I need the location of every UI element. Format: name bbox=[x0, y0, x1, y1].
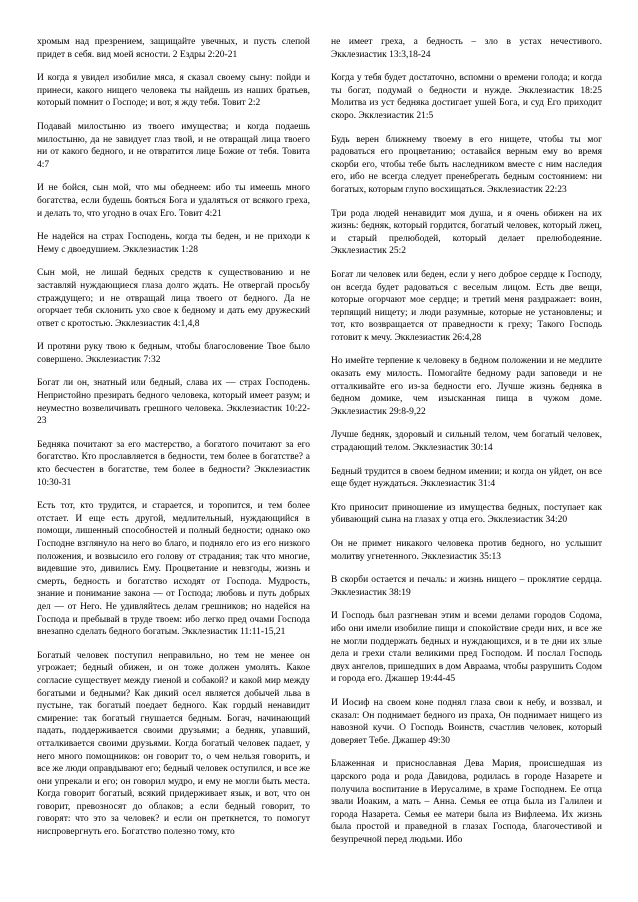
paragraph: Подавай милостыню из твоего имущества; и когда подаешь милостыню, да не завидует глаз твой, и не отвращай лица твоего ни от какого бедного, и не отвратится лице Божие от тебя. Товита 4:7 bbox=[37, 121, 310, 170]
paragraph: не имеет греха, а бедность – зло в устах нечестивого. Экклезиастик 13:3,18-24 bbox=[331, 37, 602, 60]
paragraph: Бедный трудится в своем бедном имении; и когда он уйдет, он все еще будет нуждаться. Экклезиастик 31:4 bbox=[331, 466, 602, 490]
paragraph: И Иосиф на своем коне поднял глаза свои к небу, и воззвал, и сказал: Он поднимает бедного из праха, Он поднимает нищего из навозной кучи. О Господь Воинств, счастлив человек, который доверяет Тебе. Джашер 49:30 bbox=[331, 697, 602, 746]
paragraph: И Господь был разгневан этим и всеми делами городов Содома, ибо они имели изобилие пищи и спокойствие среди них, и все же не могли поддержать бедных и нуждающихся, и в те дни их злые дела и грехи стали великими пред Господом. И послал Господь двух ангелов, пришедших в дом Авраама, чтобы разрушить Содом и города его. Джашер 19:44-45 bbox=[331, 611, 602, 685]
paragraph: И протяни руку твою к бедным, чтобы благословение Твое было совершено. Экклезиастик 7:32 bbox=[37, 342, 310, 365]
right-column bbox=[331, 36, 602, 857]
paragraph: Блаженная и приснославная Дева Мария, происшедшая из царского рода и рода Давидова, родилась в городе Назарете и получила воспитание в Иерусалиме, в храме Господнем. Ее отца звали Иоаким, а мать – Анна. Семья ее отца была из Галилеи и города Назарета. Семья ее матери была из Вифлеема. Их жизнь была простой и праведной в глазах Господа, благочестивой и безупречной перед людьми. Ибо bbox=[331, 759, 602, 845]
paragraph: Когда у тебя будет достаточно, вспомни о времени голода; и когда ты богат, подумай о бедности и нужде. Экклезиастик 18:25 Молитва из уст бедняка достигает ушей Бога, и суд Его приходит скоро. Экклезиастик 21:5 bbox=[331, 73, 602, 121]
paragraph: Лучше бедняк, здоровый и сильный телом, чем богатый человек, страдающий телом. Экклезиастик 30:14 bbox=[331, 430, 602, 454]
paragraph: Он не примет никакого человека против бедного, но услышит молитву угнетенного. Экклезиастик 35:13 bbox=[331, 539, 602, 562]
paragraph: И не бойся, сын мой, что мы обеднеем: ибо ты имеешь много богатства, если будешь бояться Бога и удаляться от всякого греха, и делать то, что угодно в очах Его. Товит 4:21 bbox=[37, 183, 310, 219]
paragraph: Но имейте терпение к человеку в бедном положении и не медлите оказать ему милость. Помогайте бедному ради заповеди и не отталкивайте его из-за бедности его. Лучше жизнь бедняка в бедном домике, чем изысканная пища в чужом доме. Экклезиастик 29:8-9,22 bbox=[331, 356, 602, 417]
paragraph: Богат ли человек или беден, если у него доброе сердце к Господу, он всегда будет радоваться с веселым лицом. Есть две вещи, которые огорчают мое сердце; и третий меня раздражает: воин, терпящий нищету; и люди разумные, которые не установлены; и тот, кто возвращается от праведности к греху; Такого Господь готовит к мечу. Экклезиастик 26:4,28 bbox=[331, 269, 602, 343]
paragraph: И когда я увидел изобилие мяса, я сказал своему сыну: пойди и принеси, какого нищего человека ты найдешь из наших братьев, который помнит о Господе; и вот, я жду тебя. Товит 2:2 bbox=[37, 73, 310, 109]
paragraph: хромым над презрением, защищайте увечных, и пусть слепой придет в себя. вид моей ясности. 2 Ездры 2:20-21 bbox=[37, 37, 310, 60]
paragraph: Бедняка почитают за его мастерство, а богатого почитают за его богатство. Кто прославляется в бедности, тем более в богатстве? а кто бесчестен в богатстве, тем более в бедности? Экклезиастик 10:30-31 bbox=[37, 439, 310, 488]
paragraph: В скорби остается и печаль: и жизнь нищего – проклятие сердца. Экклезиастик 38:19 bbox=[331, 575, 602, 598]
paragraph: Богат ли он, знатный или бедный, слава их — страх Господень. Непристойно презирать бедного человека, который имеет разум; и неуместно возвеличивать грешного человека. Экклезиастик 10:22-23 bbox=[37, 378, 310, 427]
paragraph: Будь верен ближнему твоему в его нищете, чтобы ты мог радоваться его процветанию; оставайся верным ему во время скорби его, чтобы тебе быть наследником вместе с ним наследия его, ибо не всегда следует пренебрегать бедным состоянием: ни богатых, которым глупо восхищаться. Экклезиастик 22:23 bbox=[331, 134, 602, 195]
paragraph: Три рода людей ненавидит моя душа, и я очень обижен на их жизнь: бедняк, который гордится, богатый человек, который лжец, и старый прелюбодей, который делает прелюбодеяние. Экклезиастик 25:2 bbox=[331, 208, 602, 257]
paragraph: Богатый человек поступил неправильно, но тем не менее он угрожает; бедный обижен, и он тоже должен умолять. Какое согласие существует между гиеной и собакой? и какой мир между богатыми и бедными? Как дикий осел является добычей льва в пустыне, так богатый поедает бедного. Как гордый ненавидит смирение: так богатый гнушается бедным. Богач, начинающий падать, поддерживается своими друзьями; а бедняк, упавший, отталкивается своими друзьями. Когда богатый человек падает, у него много помощников: он говорит то, о чем нельзя говорить, и все же люди оправдывают его; бедный человек оступился, и все же они упрекали и его; он говорил мудро, и ему не могли быть места. Когда говорит богатый, всякий придерживает язык, и вот, что он говорит, превозносят до облаков; а если бедный говорит, то говорят: что это за человек? и если он преткнется, то помогут ниспровергнуть его. Богатство полезно тому, кто bbox=[37, 650, 310, 838]
paragraph: Есть тот, кто трудится, и старается, и торопится, и тем более отстает. И еще есть другой, медлительный, нуждающийся в помощи, лишенный способностей и полный бедности; однако око Господне взглянуло на него во благо, и подняло его из его низкого положения, и возвысило его голову от страдания; так что многие, видевшие это, дивились Ему. Процветание и невзгоды, жизнь и смерть, бедность и богатство исходят от Господа. Мудрость, знание и понимание закона — от Господа; любовь и путь добрых дел — от Него. Не удивляйтесь делам грешников; но надейся на Господа и пребывай в труде твоем: ибо легко пред очами Господа внезапно сделать бедного богатым. Экклезиастик 11:11-15,21 bbox=[37, 501, 310, 638]
paragraph: Не надейся на страх Господень, когда ты беден, и не приходи к Нему с двоедушием. Экклезиастик 1:28 bbox=[37, 232, 310, 255]
paragraph: Сын мой, не лишай бедных средств к существованию и не заставляй нуждающиеся глаза долго ждать. Не отвергай просьбу страждущего; и не отвращай лица твоего от бедного. Да не огорчает тебя склонить ухо свое к бедному и дать ему дружеский ответ с кротостью. Экклезиастик 4:1,4,8 bbox=[37, 268, 310, 329]
paragraph: Кто приносит приношение из имущества бедных, поступает как убивающий сына на глазах у отца его. Экклезиастик 34:20 bbox=[331, 502, 602, 526]
left-column bbox=[37, 36, 310, 850]
